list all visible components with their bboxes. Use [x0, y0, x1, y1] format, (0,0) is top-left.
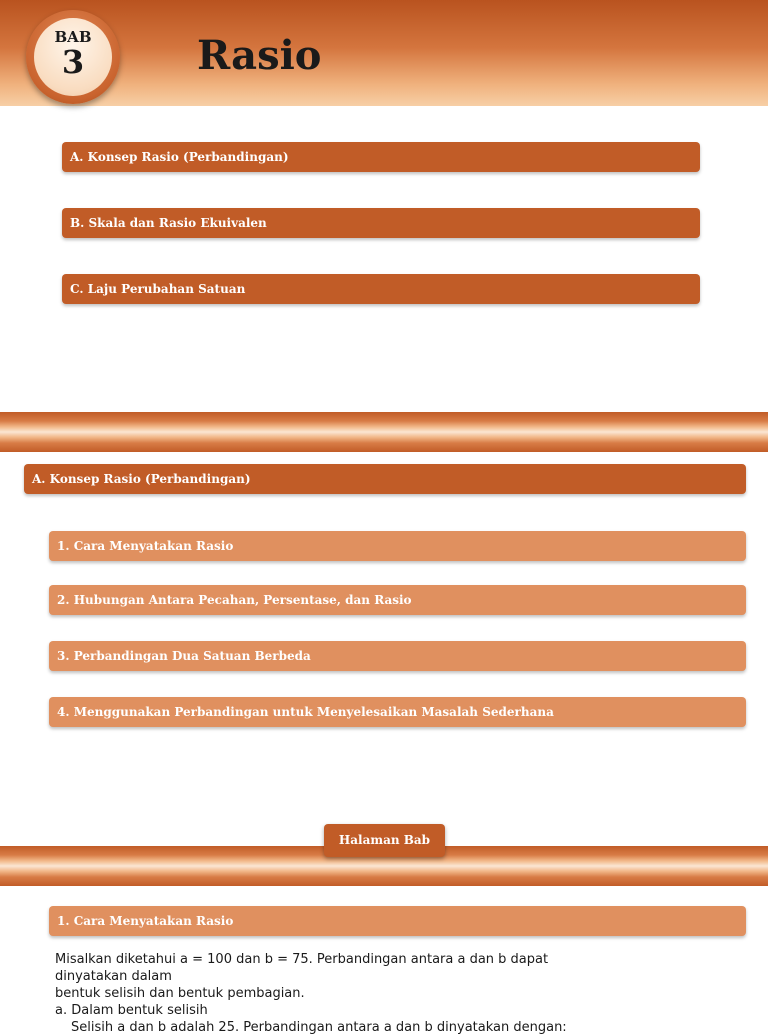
- chapter-page-button[interactable]: Halaman Bab: [324, 824, 445, 857]
- paragraph-line-1: Misalkan diketahui a = 100 dan b = 75. Perbandingan antara a dan b dapat dinyatakan dalam: [55, 952, 549, 984]
- page-title: Rasio: [197, 32, 322, 79]
- section-a-item-2[interactable]: 2. Hubungan Antara Pecahan, Persentase, dan Rasio: [49, 585, 746, 615]
- list-item-a-text: Selisih a dan b adalah 25. Perbandingan antara a dan b dinyatakan dengan:: [71, 1020, 567, 1035]
- list-item-a: a. Dalam bentuk selisih: [55, 1003, 208, 1018]
- slide-divider-top: [0, 412, 768, 432]
- slide-divider-bottom-2: [0, 866, 768, 886]
- chapter-menu-item-a[interactable]: A. Konsep Rasio (Perbandingan): [62, 142, 700, 172]
- chapter-badge: [34, 18, 112, 96]
- subsection-1-body: [55, 951, 615, 1036]
- section-a-item-1[interactable]: 1. Cara Menyatakan Rasio: [49, 531, 746, 561]
- chapter-menu-item-c[interactable]: C. Laju Perubahan Satuan: [62, 274, 700, 304]
- badge-number: 3: [61, 43, 85, 81]
- section-a-heading: A. Konsep Rasio (Perbandingan): [24, 464, 746, 494]
- chapter-header: [0, 0, 768, 106]
- slide-divider-top-2: [0, 432, 768, 452]
- badge-label: BAB: [54, 28, 92, 46]
- subsection-1-heading: 1. Cara Menyatakan Rasio: [49, 906, 746, 936]
- paragraph-line-2: bentuk selisih dan bentuk pembagian.: [55, 986, 305, 1001]
- chapter-menu-item-b[interactable]: B. Skala dan Rasio Ekuivalen: [62, 208, 700, 238]
- section-a-item-3[interactable]: 3. Perbandingan Dua Satuan Berbeda: [49, 641, 746, 671]
- section-a-item-4[interactable]: 4. Menggunakan Perbandingan untuk Menyelesaikan Masalah Sederhana: [49, 697, 746, 727]
